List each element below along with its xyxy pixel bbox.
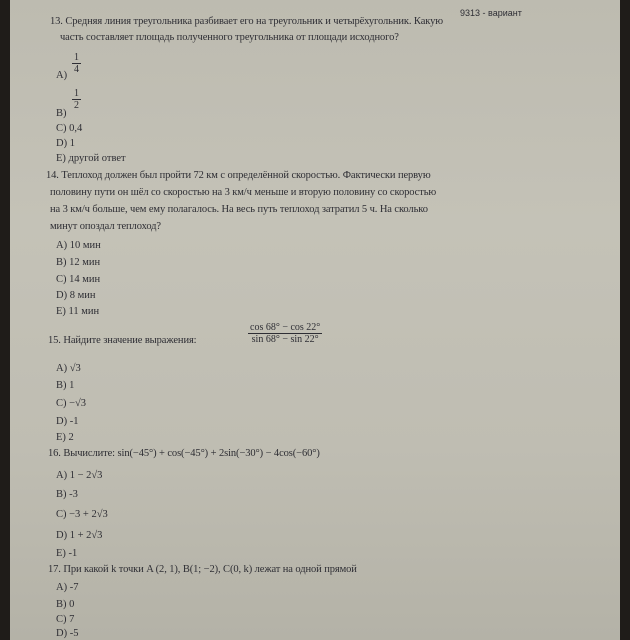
q15-prompt: 15. Найдите значение выражения:	[48, 335, 197, 346]
q17-option-d: D) -5	[56, 628, 79, 639]
q17-option-c: C) 7	[56, 614, 75, 625]
q13-text-line-1: 13. Средняя линия треугольника разбивает его на треугольник и четырёхугольник. Какую	[50, 16, 444, 27]
q13-option-b-fraction	[72, 88, 81, 111]
q13-option-b-numerator: 1	[74, 88, 79, 99]
q14-option-e: E) 11 мин	[56, 306, 100, 317]
q13-option-c: C) 0,4	[56, 123, 83, 134]
q17-option-b: B) 0	[56, 599, 75, 610]
q14-option-a: A) 10 мин	[56, 240, 101, 251]
q16-option-e: E) -1	[56, 548, 78, 559]
q16-option-b: B) -3	[56, 489, 78, 500]
q15-option-e: E) 2	[56, 432, 74, 443]
photo-background-right	[620, 0, 630, 640]
q15-expression-fraction	[248, 322, 322, 345]
q17-prompt: 17. При какой k точки A (2, 1), B(1; −2), C(0, k) лежат на одной прямой	[48, 564, 357, 575]
q15-expression-denominator: sin 68° − sin 22°	[251, 334, 319, 345]
q13-option-a-label: A)	[56, 70, 68, 81]
q17-option-a: A) -7	[56, 582, 79, 593]
q14-option-c: C) 14 мин	[56, 274, 101, 285]
q14-text-line-4: минут опоздал теплоход?	[50, 221, 161, 232]
q14-option-d: D) 8 мин	[56, 290, 96, 301]
q14-option-b: B) 12 мин	[56, 257, 101, 268]
q13-text-line-2: часть составляет площадь полученного треугольника от площади исходного?	[60, 32, 399, 43]
q13-option-a-fraction	[72, 52, 81, 75]
q14-text-line-2: половину пути он шёл со скоростью на 3 км/ч меньше и вторую половину со скоростью	[50, 187, 437, 198]
q16-option-a: A) 1 − 2√3	[56, 470, 103, 481]
exam-page	[10, 0, 620, 640]
q14-text-line-1: 14. Теплоход должен был пройти 72 км с определённой скоростью. Фактически первую	[46, 170, 431, 181]
q16-option-c: C) −3 + 2√3	[56, 509, 108, 520]
q15-option-b: B) 1	[56, 380, 75, 391]
q15-option-c: C) −√3	[56, 398, 87, 409]
variant-header: 9313 - вариант	[460, 8, 522, 18]
q16-prompt: 16. Вычислите: sin(−45°) + cos(−45°) + 2sin(−30°) − 4cos(−60°)	[48, 448, 320, 459]
q13-option-d: D) 1	[56, 138, 75, 149]
q13-option-e: E) другой ответ	[56, 153, 126, 164]
q15-option-d: D) -1	[56, 416, 79, 427]
q13-option-b-denominator: 2	[74, 100, 79, 111]
photo-background-left	[0, 0, 10, 640]
q15-option-a: A) √3	[56, 363, 81, 374]
q13-option-a-denominator: 4	[74, 64, 79, 75]
q13-option-a-numerator: 1	[74, 52, 79, 63]
q16-option-d: D) 1 + 2√3	[56, 530, 103, 541]
q13-option-b-label: B)	[56, 108, 67, 119]
q15-expression-numerator: cos 68° − cos 22°	[250, 322, 321, 333]
q14-text-line-3: на 3 км/ч больше, чем ему полагалось. На весь путь теплоход затратил 5 ч. На сколько	[50, 204, 428, 215]
